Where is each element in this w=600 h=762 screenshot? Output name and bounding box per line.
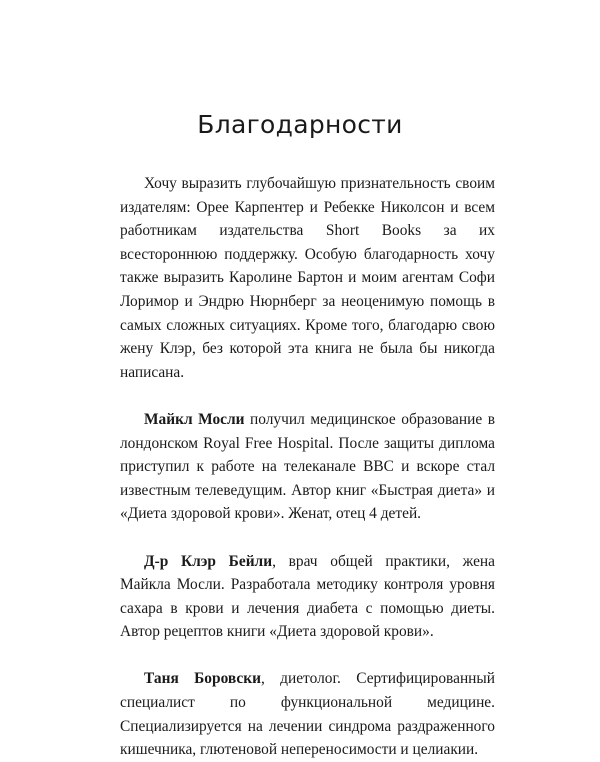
- page-body: [120, 172, 495, 762]
- author-name: Таня Боровски: [144, 670, 261, 688]
- author-bio-text: , врач общей практики, жена Майкла Мосли. Разработала методику контроля уровня сахара в крови и лечения диабета с помощью диеты. Автор рецептов книги «Диета здоровой крови».: [120, 552, 495, 641]
- author-bio-text: получил медицинское образование в лондонском Royal Free Hospital. После защиты диплома приступил к работе на телеканале BBC и вскоре стал известным телеведущим. Автор книг «Быстрая диета» и «Диета здоровой крови». Женат, отец 4 детей.: [120, 410, 495, 523]
- author-name: Д-р Клэр Бейли: [144, 552, 273, 570]
- author-bio-bailey: [120, 550, 495, 644]
- author-bio-borovski: [120, 667, 495, 761]
- author-bio-text: , диетолог. Сертифицированный специалист по функциональной медицине. Специализируется на лечении синдрома раздраженного кишечника, глютеновой непереносимости и целиакии.: [120, 670, 495, 759]
- acknowledgement-paragraph: Хочу выразить глубочайшую признательность своим издателям: Орее Карпентер и Ребекке Николсон и всем работникам издательства Short Books за их всестороннюю поддержку. Особую благодарность хочу также выразить Каролине Бартон и моим агентам Софи Лоримор и Эндрю Нюрнберг за неоценимую помощь в самых сложных ситуациях. Кроме того, благодарю свою жену Клэр, без которой эта книга не была бы никогда написана.: [120, 175, 495, 381]
- author-name: Майкл Мосли: [144, 410, 245, 428]
- author-bio-mosley: [120, 408, 495, 526]
- page-title: Благодарности: [197, 110, 403, 139]
